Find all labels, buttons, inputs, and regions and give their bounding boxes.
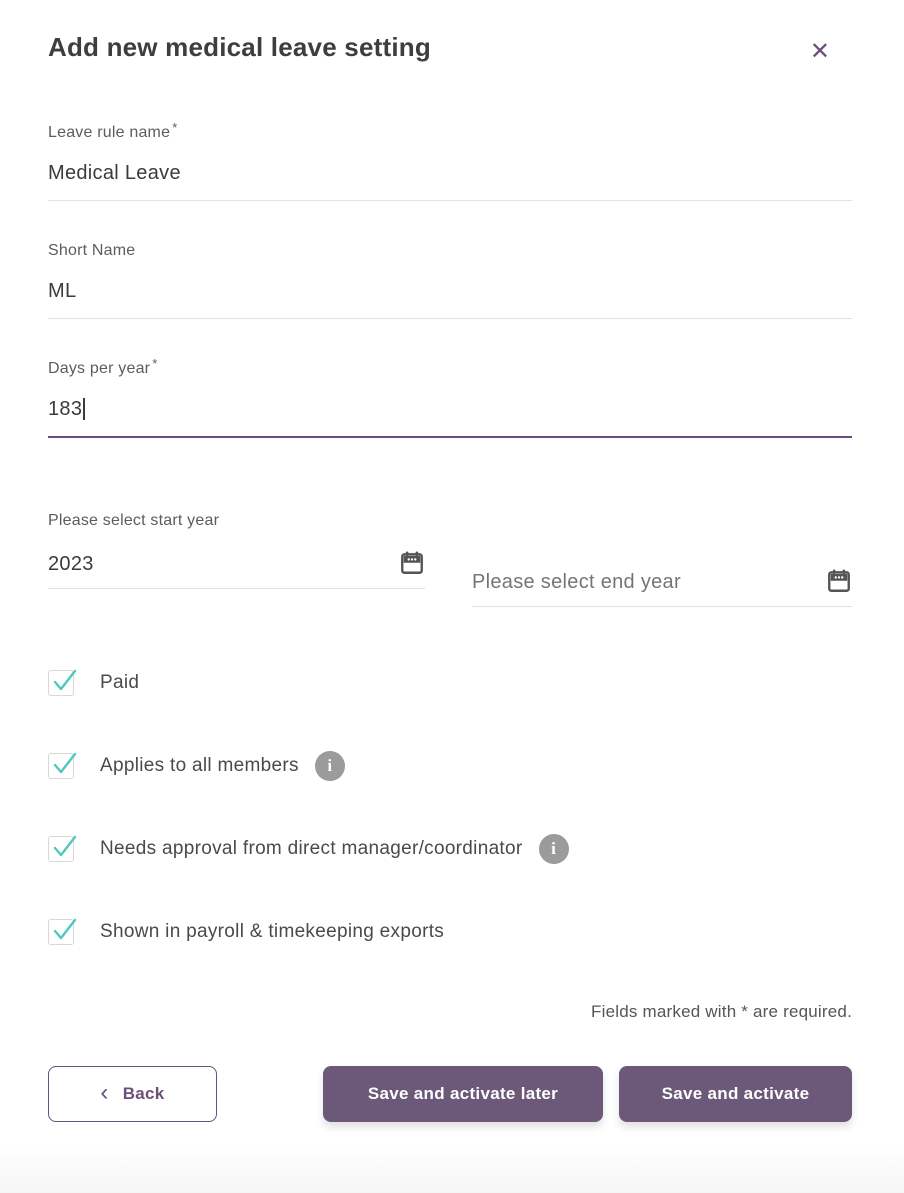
modal-header <box>48 32 852 64</box>
leave-rule-name-label-text: Leave rule name <box>48 124 171 141</box>
needs-approval-checkbox[interactable] <box>48 836 74 862</box>
start-year-label: Please select start year <box>48 512 220 529</box>
start-year-field <box>48 512 425 607</box>
payroll-exports-checkbox-row <box>48 919 852 945</box>
info-icon[interactable]: i <box>539 834 569 864</box>
save-activate-button[interactable]: Save and activate <box>619 1066 852 1122</box>
end-year-input[interactable] <box>472 532 852 607</box>
action-buttons-row <box>48 1066 852 1122</box>
start-year-value: 2023 <box>48 553 94 575</box>
payroll-exports-checkbox-label: Shown in payroll & timekeeping exports <box>100 921 445 942</box>
days-per-year-label-text: Days per year <box>48 360 151 377</box>
required-asterisk: * <box>152 356 158 371</box>
checkbox-group <box>48 670 852 945</box>
back-button-label: Back <box>122 1084 165 1103</box>
start-year-input[interactable] <box>48 550 425 589</box>
text-cursor <box>83 398 85 420</box>
checkmark-icon <box>51 668 77 694</box>
paid-checkbox-label: Paid <box>100 672 140 693</box>
leave-rule-name-field <box>48 120 852 201</box>
days-per-year-field <box>48 356 852 438</box>
checkmark-icon <box>51 834 77 860</box>
short-name-input[interactable]: ML <box>48 280 852 319</box>
leave-rule-name-input[interactable]: Medical Leave <box>48 162 852 201</box>
info-icon[interactable]: i <box>315 751 345 781</box>
days-per-year-label <box>48 356 852 378</box>
year-range-row <box>48 512 852 607</box>
required-fields-note: Fields marked with * are required. <box>591 1002 852 1021</box>
back-button[interactable] <box>48 1066 217 1122</box>
calendar-icon[interactable] <box>826 568 852 594</box>
modal-title: Add new medical leave setting <box>48 32 431 62</box>
applies-all-members-checkbox-label: Applies to all members <box>100 755 299 776</box>
page-background-strip <box>0 1148 904 1193</box>
paid-checkbox[interactable] <box>48 670 74 696</box>
days-per-year-input[interactable] <box>48 398 852 438</box>
chevron-left-icon: ‹ <box>100 1078 109 1106</box>
checkmark-icon <box>51 917 77 943</box>
close-icon[interactable]: ✕ <box>809 38 830 65</box>
end-year-field <box>472 512 852 607</box>
calendar-icon[interactable] <box>399 550 425 576</box>
paid-checkbox-row <box>48 670 852 696</box>
short-name-field <box>48 242 852 319</box>
days-per-year-value: 183 <box>48 398 83 420</box>
required-asterisk: * <box>172 120 178 135</box>
payroll-exports-checkbox[interactable] <box>48 919 74 945</box>
needs-approval-checkbox-label: Needs approval from direct manager/coordinator <box>100 838 523 859</box>
checkmark-icon <box>51 751 77 777</box>
save-activate-later-button[interactable]: Save and activate later <box>323 1066 603 1122</box>
needs-approval-checkbox-row <box>48 836 852 862</box>
applies-all-members-checkbox[interactable] <box>48 753 74 779</box>
end-year-placeholder: Please select end year <box>472 571 681 593</box>
applies-all-members-checkbox-row <box>48 753 852 779</box>
leave-rule-name-label <box>48 120 852 142</box>
short-name-label: Short Name <box>48 242 136 259</box>
